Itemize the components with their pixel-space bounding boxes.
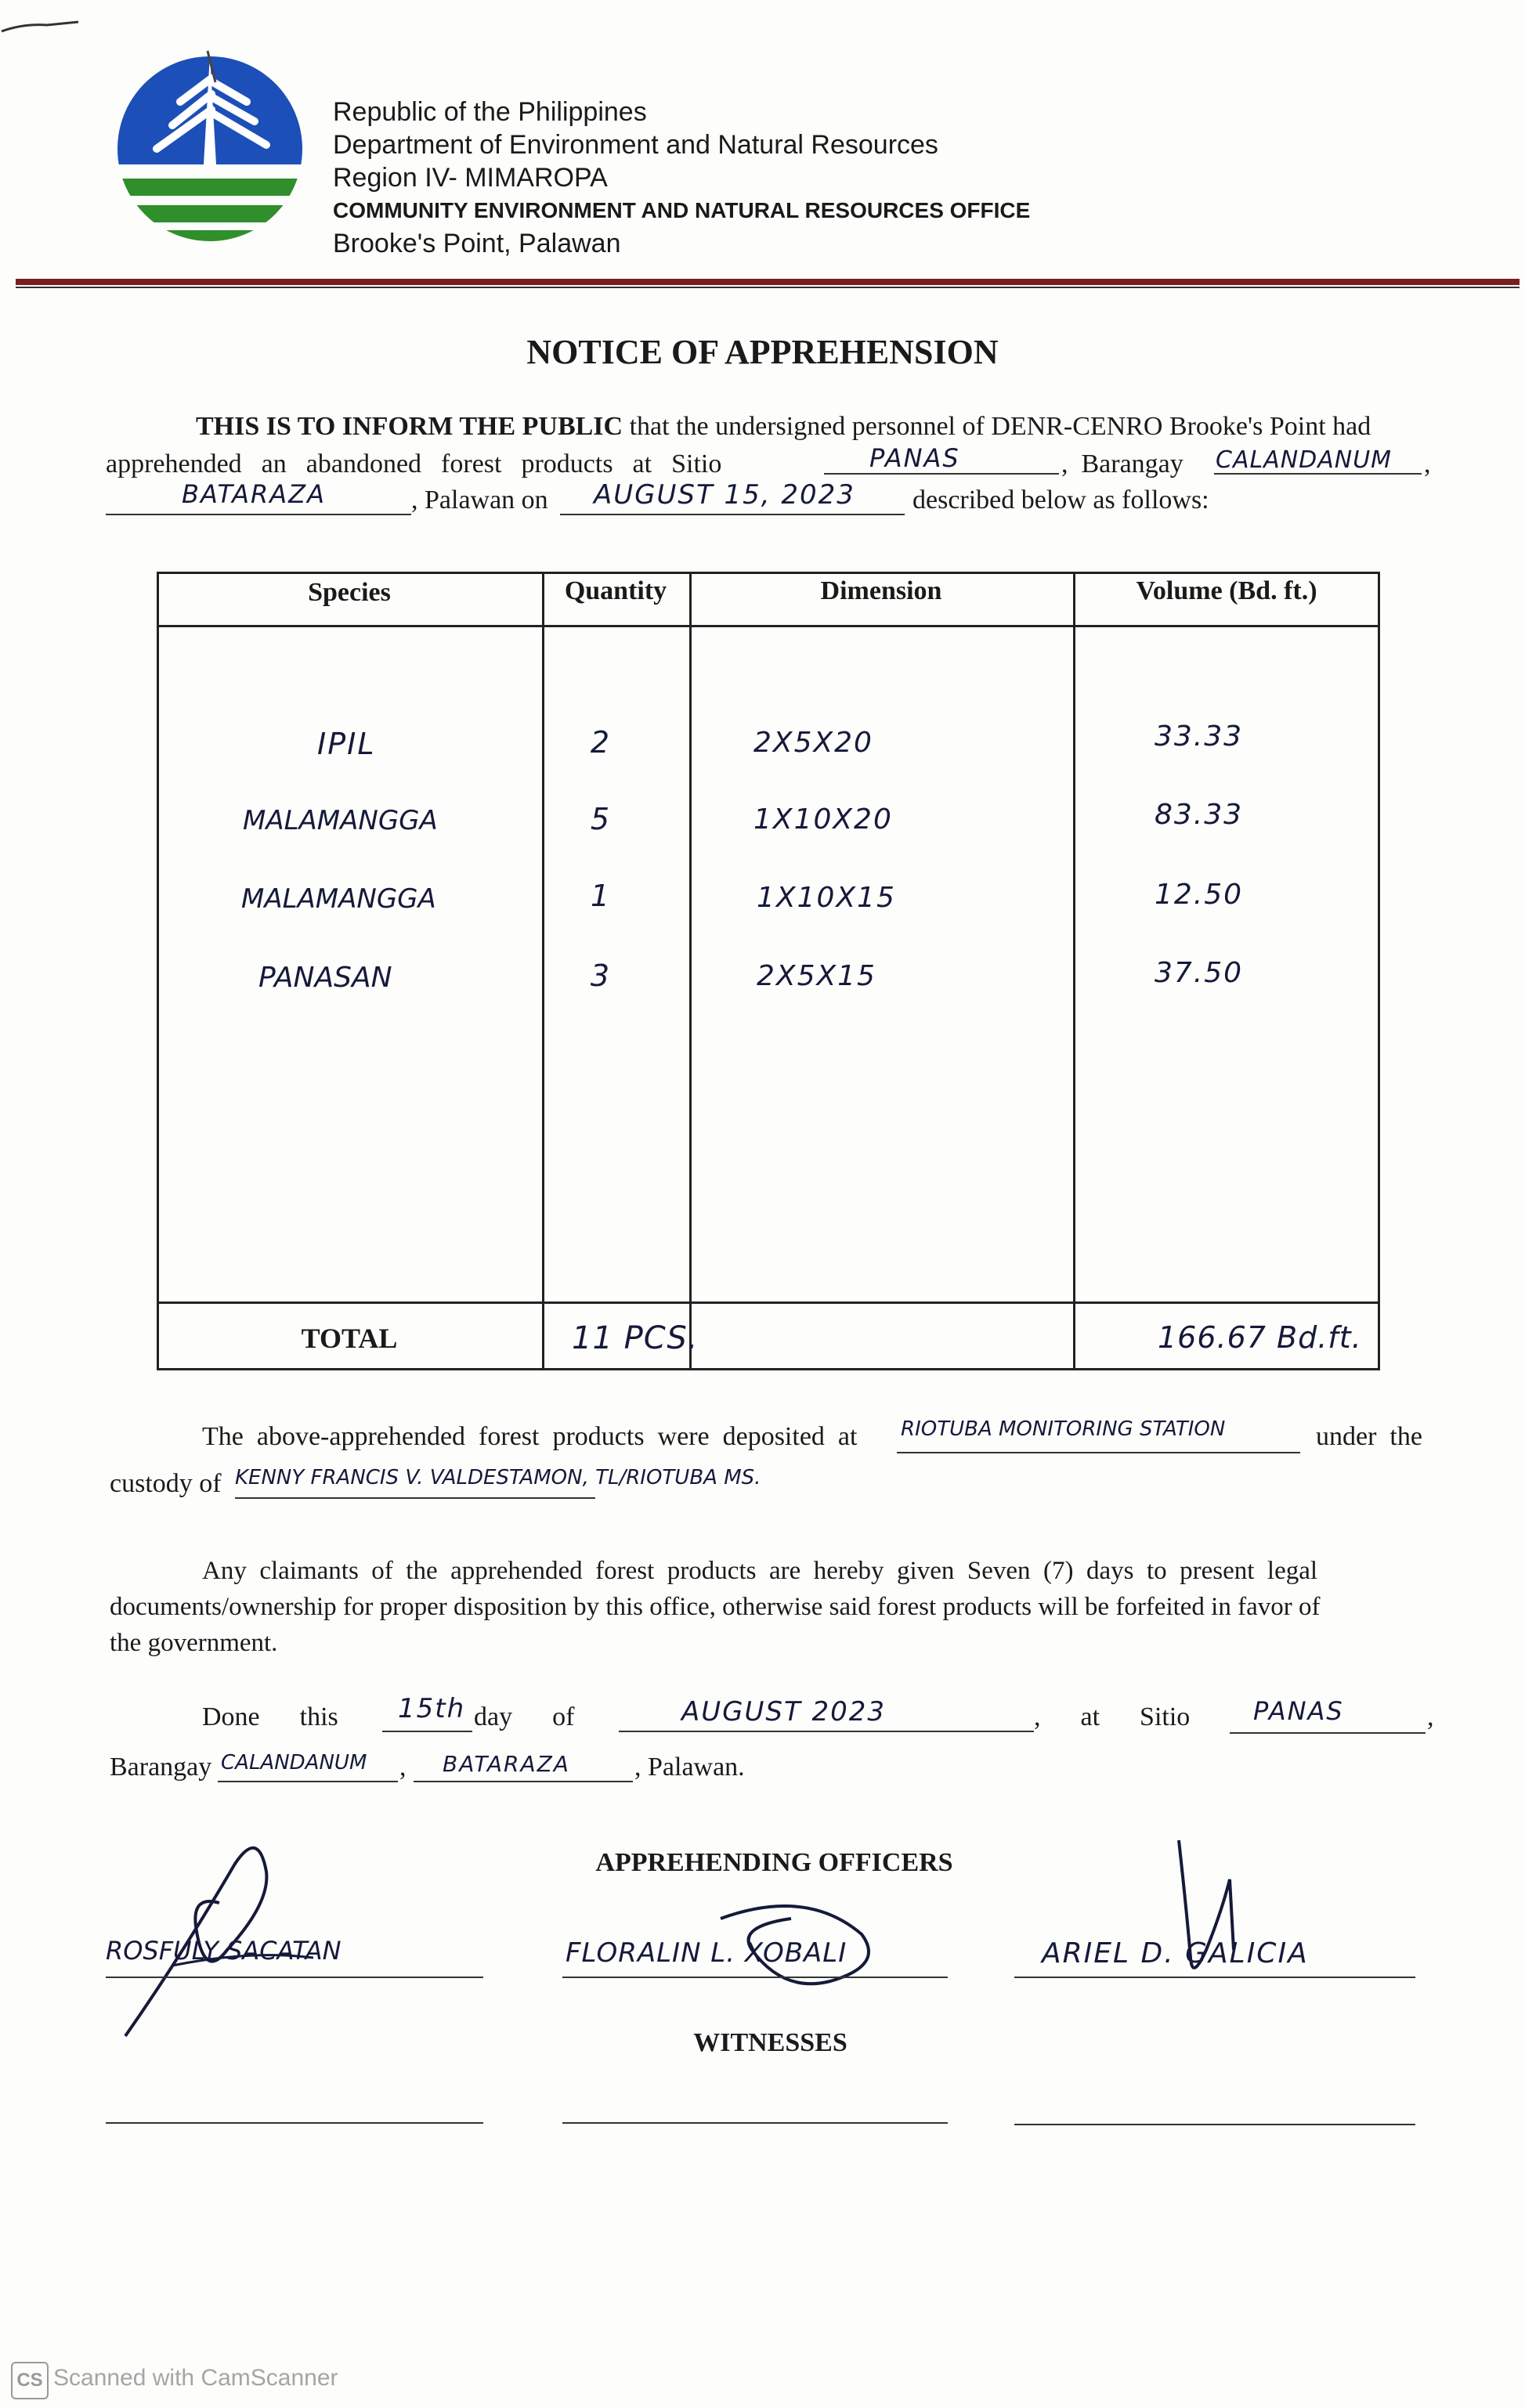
witness-1-signature-line (106, 2122, 483, 2124)
row-2-dimension: 1X10X20 (753, 803, 893, 836)
witness-2-signature-line (562, 2122, 948, 2124)
header-quantity: Quantity (564, 576, 667, 605)
claimants-line-2: documents/ownership for proper disposition by this office, otherwise said forest products will be forfeited in favor of (110, 1593, 1321, 1621)
row-2-quantity: 5 (590, 802, 612, 836)
officer-1-signature-line (106, 1977, 483, 1978)
sitio-value: PANAS (869, 443, 960, 473)
municipality-value: BATARAZA (182, 479, 326, 509)
comma-2: , (1427, 1702, 1434, 1731)
table-col-divider-2 (689, 572, 692, 1370)
total-quantity: 11 PCS. (572, 1320, 699, 1356)
header-republic: Republic of the Philippines (333, 97, 647, 127)
municipality-field (106, 514, 411, 515)
sitio-field (824, 473, 1059, 475)
officer-2-name: FLORALIN L. XOBALI (566, 1937, 847, 1969)
header-region: Region IV- MIMAROPA (333, 163, 608, 193)
described-label: described below as follows: (912, 486, 1209, 514)
row-2-species: MALAMANGGA (243, 805, 438, 836)
page-title: NOTICE OF APPREHENSION (526, 333, 999, 371)
intro-text-2: apprehended an abandoned forest products at Sitio (106, 449, 722, 478)
row-1-dimension: 2X5X20 (753, 727, 873, 759)
custodian-value: KENNY FRANCIS V. VALDESTAMON, TL/RIOTUBA MS. (235, 1466, 761, 1489)
table-header-divider (157, 625, 1380, 627)
row-4-species: PANASAN (258, 962, 392, 994)
row-3-quantity: 1 (590, 879, 612, 913)
header-location: Brooke's Point, Palawan (333, 229, 621, 258)
officer-2-signature-line (562, 1977, 948, 1978)
total-volume: 166.67 Bd.ft. (1158, 1320, 1362, 1355)
deposit-location-value: RIOTUBA MONITORING STATION (901, 1417, 1226, 1441)
deposit-text: The above-apprehended forest products were deposited at (202, 1422, 858, 1451)
officer-3-signature-line (1014, 1977, 1415, 1978)
table-col-divider-3 (1073, 572, 1075, 1370)
row-4-dimension: 2X5X15 (757, 960, 876, 992)
done-barangay-value: CALANDANUM (221, 1751, 367, 1774)
witnesses-heading: WITNESSES (693, 2028, 847, 2057)
done-sitio-field (1230, 1732, 1426, 1734)
barangay-value: CALANDANUM (1216, 446, 1393, 474)
header-volume: Volume (Bd. ft.) (1136, 576, 1317, 605)
denr-logo-icon (110, 47, 313, 251)
palawan-label: , Palawan. (634, 1753, 745, 1782)
done-municipality-value: BATARAZA (443, 1751, 570, 1777)
done-barangay-label: Barangay (110, 1753, 212, 1782)
header-rule-thin (16, 287, 1520, 288)
under-the-label: under the (1316, 1422, 1422, 1451)
done-barangay-field (218, 1781, 398, 1782)
day-of-label: day of (474, 1702, 575, 1731)
header-dimension: Dimension (820, 576, 942, 605)
intro-lead: THIS IS TO INFORM THE PUBLIC (196, 412, 623, 441)
date-value: AUGUST 15, 2023 (594, 479, 855, 511)
officer-3-name: ARIEL D. GALICIA (1042, 1937, 1309, 1969)
month-field (619, 1731, 1034, 1732)
intro-text-1: that the undersigned personnel of DENR-CENRO Brooke's Point had (629, 412, 1371, 441)
officers-heading: APPREHENDING OFFICERS (595, 1848, 953, 1877)
row-3-dimension: 1X10X15 (757, 882, 896, 914)
camscanner-logo: CS (11, 2362, 49, 2399)
officer-1-name: ROSFULY SACATAN (106, 1936, 341, 1966)
comma-3: , (399, 1753, 407, 1782)
claimants-line-1: Any claimants of the apprehended forest products are hereby given Seven (7) days to present legal (202, 1557, 1318, 1585)
custodian-field (235, 1497, 595, 1499)
header-rule (16, 279, 1520, 285)
done-sitio-value: PANAS (1253, 1696, 1344, 1726)
at-sitio-label: , at Sitio (1034, 1702, 1191, 1731)
corner-scribble-icon (0, 8, 94, 39)
claimants-line-3: the government. (110, 1629, 278, 1657)
row-3-volume: 12.50 (1155, 879, 1244, 911)
row-1-quantity: 2 (590, 725, 612, 760)
row-1-volume: 33.33 (1155, 720, 1244, 753)
header-species: Species (308, 578, 391, 607)
total-label: TOTAL (301, 1323, 398, 1354)
row-2-volume: 83.33 (1155, 799, 1244, 831)
date-field (560, 514, 905, 515)
camscanner-text: Scanned with CamScanner (53, 2365, 338, 2391)
comma: , (1424, 449, 1431, 478)
row-3-species: MALAMANGGA (241, 883, 436, 915)
day-field (382, 1731, 472, 1732)
row-4-quantity: 3 (590, 959, 612, 993)
header-department: Department of Environment and Natural Resources (333, 130, 938, 160)
row-1-species: IPIL (317, 727, 376, 761)
row-4-volume: 37.50 (1155, 957, 1244, 989)
deposit-location-field (897, 1452, 1300, 1453)
witness-3-signature-line (1014, 2124, 1415, 2125)
done-municipality-field (414, 1781, 633, 1782)
header-office: COMMUNITY ENVIRONMENT AND NATURAL RESOURCES OFFICE (333, 198, 1031, 222)
day-value: 15th (398, 1693, 466, 1724)
custody-label: custody of (110, 1469, 222, 1498)
month-value: AUGUST 2023 (681, 1696, 887, 1727)
done-this-label: Done this (202, 1702, 338, 1731)
palawan-on-label: , Palawan on (411, 486, 548, 514)
table-total-divider (157, 1301, 1380, 1304)
barangay-label: , Barangay (1061, 449, 1184, 478)
